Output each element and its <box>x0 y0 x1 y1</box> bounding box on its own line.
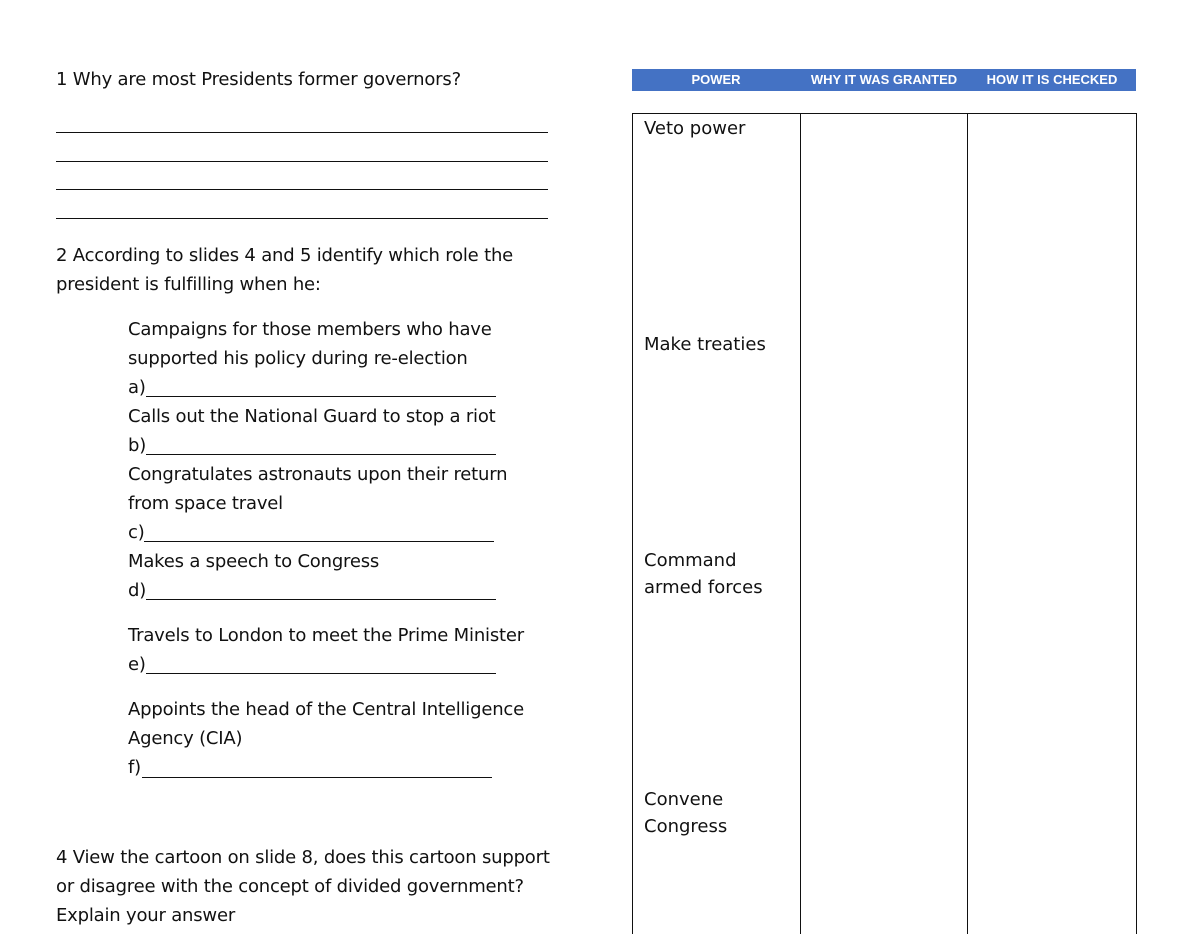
question-1: 1 Why are most Presidents former governors? <box>56 69 461 90</box>
item-f-text: Agency (CIA) <box>128 728 243 749</box>
power-convene-congress: Convene Congress <box>644 789 728 837</box>
question-2-line-2: president is fulfilling when he: <box>56 274 321 295</box>
item-f-answer[interactable] <box>142 777 492 778</box>
item-c-answer[interactable] <box>144 541 494 542</box>
header-power: POWER <box>691 72 741 87</box>
item-f-text: Appoints the head of the Central Intelligence <box>128 699 524 720</box>
header-why-granted: WHY IT WAS GRANTED <box>810 72 958 87</box>
answer-line-2[interactable] <box>56 161 548 162</box>
table-header <box>632 69 1136 91</box>
item-d-label: d) <box>128 580 147 601</box>
item-c-label: c) <box>128 522 145 543</box>
column-divider <box>800 114 801 934</box>
power-treaties: Make treaties <box>644 334 766 355</box>
item-a-text: supported his policy during re-election <box>128 348 468 369</box>
question-4-line: or disagree with the concept of divided government? <box>56 876 524 897</box>
item-b-answer[interactable] <box>146 454 496 455</box>
item-d-answer[interactable] <box>146 599 496 600</box>
question-4-line: 4 View the cartoon on slide 8, does this cartoon support <box>56 847 550 868</box>
power-armed-forces: Command armed forces <box>644 550 763 598</box>
answer-line-1[interactable] <box>56 132 548 133</box>
power-veto: Veto power <box>644 118 746 139</box>
answer-line-3[interactable] <box>56 189 548 190</box>
question-2-line-1: 2 According to slides 4 and 5 identify which role the <box>56 245 514 266</box>
item-e-answer[interactable] <box>146 673 496 674</box>
item-a-text: Campaigns for those members who have <box>128 319 492 340</box>
column-divider <box>967 114 968 934</box>
item-c-text: Congratulates astronauts upon their return <box>128 464 508 485</box>
item-a-label: a) <box>128 377 146 398</box>
item-b-label: b) <box>128 435 147 456</box>
item-f-label: f) <box>128 757 141 778</box>
powers-table <box>632 113 1137 934</box>
item-e-text: Travels to London to meet the Prime Minister <box>128 625 524 646</box>
item-a-answer[interactable] <box>146 396 496 397</box>
item-d-text: Makes a speech to Congress <box>128 551 380 572</box>
question-4-line: Explain your answer <box>56 905 236 926</box>
item-e-label: e) <box>128 654 146 675</box>
item-b-text: Calls out the National Guard to stop a riot <box>128 406 496 427</box>
header-how-checked: HOW IT IS CHECKED <box>986 72 1118 87</box>
item-c-text: from space travel <box>128 493 283 514</box>
answer-line-4[interactable] <box>56 218 548 219</box>
